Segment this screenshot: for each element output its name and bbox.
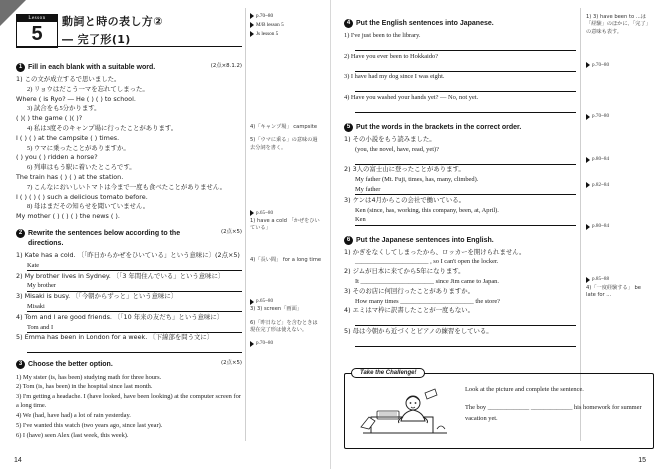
left-exercises	[16, 56, 242, 441]
list-item	[344, 175, 576, 184]
page-number-left: 14	[14, 457, 22, 464]
exercise-3-title: Choose the better option.	[28, 361, 113, 369]
list-item: Ken	[344, 215, 576, 225]
item-text: How many times _______________________ the store?	[355, 297, 501, 305]
exercise-6-title: Put the Japanese sentences into English.	[356, 236, 494, 244]
list-item	[344, 185, 576, 195]
item-text: It _______________________ since Jim came to Japan.	[355, 278, 499, 286]
exercise-1-items	[16, 75, 242, 222]
audio-ref-1	[250, 12, 284, 20]
list-item	[344, 316, 576, 326]
note-text: 4)「長い間」 for a long time	[250, 256, 322, 263]
item-answer-line: My brother	[27, 281, 242, 291]
list-item	[344, 155, 576, 165]
list-item	[16, 85, 242, 94]
note-block	[586, 285, 652, 300]
list-item	[16, 261, 242, 271]
item-text: 1) Kate has a cold. 〔「昨日からかぜをひいている」という意味に〕(2点×5)	[16, 251, 240, 260]
list-item	[344, 327, 576, 336]
audio-reference-block	[250, 12, 284, 39]
speaker-icon	[586, 114, 590, 120]
list-item	[16, 183, 242, 192]
note-text: 1) 3) have been to ...は「経験」のほかに、「完了」の意味も表す。	[586, 14, 651, 35]
challenge-illustration	[353, 385, 457, 441]
challenge-body	[345, 374, 653, 445]
title-line-2: ― 完了形(1)	[62, 33, 131, 46]
speaker-icon	[586, 224, 590, 230]
list-item	[344, 277, 576, 286]
exercise-5	[344, 123, 576, 226]
list-item	[344, 306, 576, 315]
list-item	[344, 267, 576, 276]
left-margin-notes	[250, 62, 322, 348]
note-audio-label: p.65~80	[256, 209, 274, 216]
list-item	[16, 373, 242, 382]
exercise-4	[344, 19, 576, 113]
exercise-4-heading	[344, 19, 576, 29]
challenge-text	[465, 385, 645, 441]
item-text: ( )( ) the game ( )( )?	[16, 114, 83, 123]
speaker-icon	[250, 210, 254, 216]
item-text: 6) I (have) seen Alex (last week, this week).	[16, 431, 129, 439]
list-item	[16, 134, 242, 143]
exercise-5-number: 5	[344, 123, 353, 132]
exercise-3-number: 3	[16, 360, 25, 369]
note-block	[250, 62, 322, 118]
list-item	[344, 165, 576, 174]
note-text: 1) have a cold 「かぜをひいている」	[250, 218, 320, 232]
list-item	[344, 287, 576, 296]
speaker-icon	[250, 299, 254, 305]
speaker-icon	[250, 13, 254, 19]
list-item	[344, 257, 576, 266]
list-item	[344, 135, 576, 144]
exercise-5-title: Put the words in the brackets in the correct order.	[356, 123, 522, 131]
item-text: I ( ) ( ) ( ) such a delicious tomato before.	[16, 192, 148, 201]
list-item	[344, 145, 576, 154]
exercise-2-items	[16, 251, 242, 353]
item-text: 2) Tom (is, has been) in the hospital since last month.	[16, 383, 153, 391]
note-spacer	[250, 158, 322, 204]
audio-ref-2-label: M/B lesson 5	[256, 22, 284, 29]
item-text: 4) Have you washed your hands yet? ― No, not yet.	[344, 93, 479, 101]
item-text: 5) 母は今朝から近づくとピアノの練習をしている。	[344, 326, 493, 335]
speaker-icon	[586, 62, 590, 68]
list-item	[16, 392, 242, 411]
exercise-6	[344, 236, 576, 347]
item-text: 1) この文が成立するで思いました。	[16, 75, 121, 84]
right-page	[330, 0, 660, 469]
exercise-1-title: Fill in each blank with a suitable word.	[28, 64, 156, 71]
exercise-2-title: Rewrite the sentences below according to the directions.	[28, 229, 181, 247]
exercise-3-points: (2点×5)	[221, 360, 242, 367]
note-audio-ref	[250, 298, 322, 305]
exercise-1-heading	[16, 63, 242, 73]
note-audio-ref	[586, 62, 652, 69]
exercise-3	[16, 360, 242, 440]
note-audio-ref	[586, 276, 652, 283]
item-text: 5) ウマに乗ったことがありますか。	[27, 144, 130, 152]
list-item	[344, 52, 576, 61]
item-text: 3) Misaki is busy. 〔「今朝からずっと」という意味に〕	[16, 292, 178, 301]
item-text: The train has ( ) ( ) at the station.	[16, 172, 124, 181]
note-audio-label: p.80~84	[592, 222, 610, 229]
note-audio-label: p.65~80	[256, 297, 274, 304]
exercise-4-title: Put the English sentences into Japanese.	[356, 20, 494, 27]
note-audio-ref	[586, 182, 652, 189]
exercise-1-points: (2点×8.1.2)	[210, 63, 242, 69]
note-block	[250, 257, 322, 264]
item-answer-line: Tom and I	[27, 323, 242, 333]
item-text: 3) I'm getting a headache. I (have looked, have been looking) at the computer screen for a long time.	[16, 393, 241, 410]
note-block	[250, 320, 322, 335]
note-audio-ref	[586, 156, 652, 163]
speaker-icon	[586, 277, 590, 283]
list-item	[16, 421, 242, 430]
list-item	[344, 248, 576, 257]
item-text: 1) かぎをなくしてしまったから、ロッカーを開けられません。	[344, 247, 526, 256]
lesson-label: Lesson	[17, 15, 57, 22]
challenge-box	[344, 370, 654, 449]
note-block	[250, 306, 322, 313]
boy-at-desk-illustration	[353, 385, 457, 441]
list-item	[16, 382, 242, 391]
title-rule	[16, 46, 242, 47]
exercise-3-heading	[16, 360, 242, 370]
list-item	[344, 93, 576, 102]
left-margin-divider	[245, 8, 246, 441]
item-text: 2) ジムが日本に来てから5年になります。	[344, 267, 465, 276]
list-item	[16, 333, 242, 342]
list-item	[16, 343, 242, 353]
speaker-icon	[250, 31, 254, 37]
exercise-2-number: 2	[16, 229, 25, 238]
item-text: 2) Have you ever been to Hokkaido?	[344, 52, 439, 60]
list-item	[16, 302, 242, 312]
item-text: My mother ( ) ( ) ( ) the news ( ).	[16, 212, 120, 221]
note-audio-ref	[586, 223, 652, 230]
item-text: 2) リョウはだこう一マを忘れてしまった。	[27, 85, 149, 93]
speaker-icon	[586, 157, 590, 163]
list-item	[344, 297, 576, 306]
item-text: 8) 母はまだその知らせを聞いていません。	[27, 203, 150, 211]
challenge-sentence-line-2: vacation yet.	[465, 414, 498, 422]
page-title	[62, 13, 242, 47]
audio-ref-2	[250, 21, 284, 29]
item-text: 5) I've wanted this watch (two years ago, since last year).	[16, 422, 163, 429]
note-audio-label: p.70~80	[592, 61, 610, 68]
list-item	[16, 75, 242, 84]
list-item	[16, 153, 242, 162]
item-text: _______________________ , so I can't open the locker.	[355, 258, 499, 266]
item-text: I ( ) ( ) at the campsite ( ) times.	[16, 133, 120, 142]
list-item	[16, 95, 242, 104]
audio-ref-3	[250, 30, 284, 38]
note-block	[250, 137, 322, 152]
exercise-4-items	[344, 31, 576, 113]
item-text: Where ( is Ryo? ― He ( ) ( ) to school.	[16, 94, 136, 103]
note-audio-label: p.82~84	[592, 181, 610, 188]
challenge-instruction: Look at the picture and complete the sentence.	[465, 386, 584, 393]
list-item	[16, 411, 242, 420]
list-item	[16, 281, 242, 291]
list-item	[344, 82, 576, 92]
item-text: 1) I've just been to the library.	[344, 32, 421, 40]
item-text: Ken (since, has, working, this company, been, at, April).	[355, 206, 499, 214]
exercise-2-points: (2点×5)	[221, 228, 242, 235]
item-text: 4) We (had, have had) a lot of rain yesterday.	[16, 412, 131, 420]
note-block	[250, 124, 322, 131]
exercise-4-number: 4	[344, 19, 353, 28]
challenge-tab-label: Take the Challenge!	[351, 368, 425, 378]
list-item	[344, 61, 576, 71]
challenge-sentence-line-1: The boy _____________ _____________ his homework for summer	[465, 404, 642, 412]
item-answer-line: Misaki	[27, 302, 242, 312]
item-text: ( ) you ( ) ridden a horse?	[16, 153, 98, 162]
item-text: 1) その小説をもう読みました。	[344, 135, 436, 144]
list-item	[16, 144, 242, 153]
exercise-1-number: 1	[16, 63, 25, 72]
list-item	[344, 196, 576, 205]
title-line-1: 動詞と時の表し方②	[62, 15, 163, 28]
note-audio-label: p.70~80	[256, 340, 274, 347]
exercise-2-heading	[16, 229, 242, 249]
list-item	[344, 103, 576, 113]
lesson-number: 5	[31, 23, 43, 45]
item-text: My father (Mt. Fuji, times, has, many, climbed).	[355, 176, 479, 184]
item-text: 2) My brother lives in Sydney. 〔「3 年間住んでいる」という意味に〕	[16, 271, 225, 280]
note-text: 4)「キャンプ場」 campsite	[250, 124, 318, 130]
item-text: 4) 私は3度そのキャンプ場に行ったことがあります。	[27, 125, 178, 133]
item-text: 2) 3人の富士山に登ったことがあります。	[344, 165, 465, 174]
note-audio-ref	[586, 113, 652, 120]
speaker-icon	[586, 182, 590, 188]
item-text: (you, the novel, have, read, yet)?	[355, 145, 439, 153]
list-item	[344, 41, 576, 51]
item-text: 3) I have had my dog since I was eight.	[344, 73, 445, 81]
list-item	[16, 272, 242, 281]
list-item	[16, 124, 242, 133]
list-item	[16, 193, 242, 202]
list-item	[16, 323, 242, 333]
note-text: 3) 3) screen「画面」	[250, 306, 302, 313]
exercise-5-heading	[344, 123, 576, 133]
list-item	[16, 104, 242, 113]
right-margin-notes	[586, 14, 652, 305]
item-text: 3) ケンは4月からこの会社で働いている。	[344, 195, 465, 204]
audio-ref-1-label: p.70~80	[256, 13, 274, 19]
lesson-badge	[16, 14, 58, 48]
list-item	[16, 251, 242, 260]
item-text: 6) 列車はもう駅に着いたところです。	[27, 164, 136, 172]
item-text: 5) Emma has been in London for a week. 〔下線部を問う文に〕	[16, 333, 214, 342]
note-audio-label: p.80~84	[592, 156, 610, 163]
list-item	[16, 173, 242, 182]
exercise-6-heading	[344, 236, 576, 246]
speaker-icon	[250, 341, 254, 347]
list-item	[16, 431, 242, 440]
note-audio-ref	[250, 210, 322, 217]
note-block	[586, 14, 652, 36]
item-text: 3) そのお店に何回行ったことがありますか。	[344, 286, 475, 295]
note-text: 5)「ウマに乗る」の意味の過去分詞を書く。	[250, 137, 318, 151]
item-answer-line: Kate	[27, 261, 242, 271]
list-item	[16, 114, 242, 123]
note-text: 4)「一度経験する」 be late for ...	[586, 284, 641, 298]
list-item	[344, 31, 576, 40]
item-text: 7) こんなにおいしいトマトは今まで一度も食べたことがありません。	[27, 183, 227, 191]
item-text: 3) 試合をも5分かります。	[27, 105, 101, 113]
list-item	[344, 337, 576, 347]
note-audio-label: p.85~88	[592, 276, 610, 283]
note-audio-ref	[250, 340, 322, 347]
exercise-5-items	[344, 135, 576, 226]
list-item	[16, 313, 242, 322]
item-text: 1) My sister (is, has been) studying math for three hours.	[16, 373, 162, 381]
item-text: 4) エミはマ枠に訳書したことが一度もない。	[344, 306, 475, 315]
exercise-6-number: 6	[344, 236, 353, 245]
page-number-right: 15	[638, 457, 646, 464]
exercise-3-items	[16, 373, 242, 440]
right-exercises	[344, 12, 576, 348]
list-item	[16, 212, 242, 221]
item-answer-line: My father	[355, 185, 576, 195]
exercise-6-items	[344, 248, 576, 347]
list-item	[344, 72, 576, 81]
speaker-icon	[250, 22, 254, 28]
list-item	[16, 202, 242, 211]
list-item	[16, 292, 242, 301]
list-item	[344, 206, 576, 215]
note-block	[250, 218, 322, 233]
exercise-2	[16, 229, 242, 354]
note-text: 6)「昨日など」を含むときは現在完了形は使えない。	[250, 319, 318, 333]
audio-ref-3-label: Js lesson 5	[256, 31, 279, 38]
item-text: 4) Tom and I are good friends. 〔「10 年来の友だち」という意味に〕	[16, 312, 224, 321]
note-audio-label: p.70~80	[592, 113, 610, 120]
exercise-1	[16, 63, 242, 222]
list-item	[16, 163, 242, 172]
